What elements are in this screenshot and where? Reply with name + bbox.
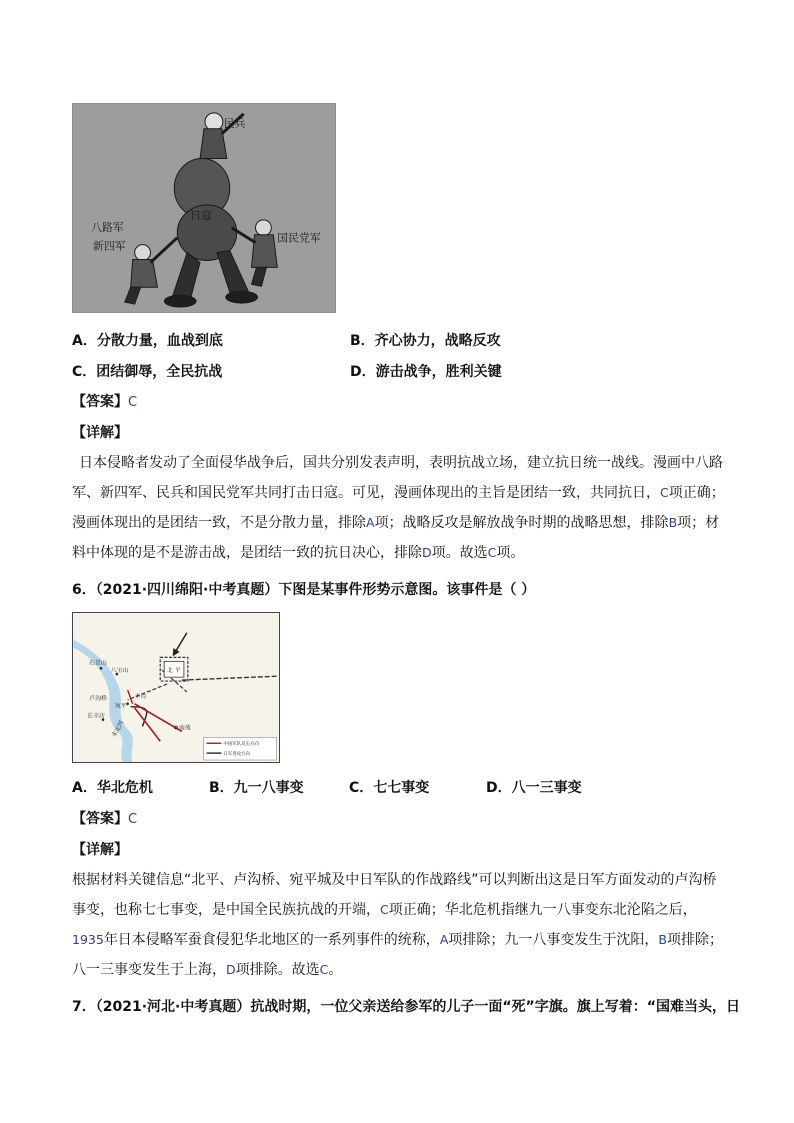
map-legend-jp: 日军进攻方向 xyxy=(223,752,250,758)
map-label-changxindian: 长辛店 xyxy=(87,713,105,720)
q5-explanation-segment: B xyxy=(668,515,678,530)
event-map xyxy=(72,612,280,763)
map-label-lugouqiao: 卢沟桥 xyxy=(89,695,107,702)
q5-explanation-segment: C xyxy=(487,545,497,560)
map-label-nanyuan: 南苑 xyxy=(178,725,191,732)
q6-explanation-segment: 项排除。故选 xyxy=(235,962,320,978)
q5-option-b: B．齐心协力，战略反攻 xyxy=(350,333,501,349)
q6-option-c: C．七七事变 xyxy=(349,780,430,796)
q5-explanation-segment: C xyxy=(660,485,669,500)
q6-explanation-segment: 1935 xyxy=(72,932,104,947)
map-drawing xyxy=(73,613,279,762)
map-label-shijingshan: 石景山 xyxy=(89,660,107,667)
map-label-wanping: 宛平 xyxy=(114,703,127,710)
q6-explanation-segment: 根据材料关键信息“北平、卢沟桥、宛平城及中日军队的作战路线”可以判断出这是日军方面发动的卢沟桥事变，也称七七事变，是中国全民族抗战的开端， xyxy=(72,872,717,918)
label-militia: 民兵 xyxy=(223,116,246,130)
label-japanese: 日寇 xyxy=(190,208,212,222)
q5-explanation-segment: 项；战略反攻是解放战争时期的战略思想，排除 xyxy=(374,515,669,531)
q6-option-b: B．九一八事变 xyxy=(209,780,304,796)
q6-explanation-segment: 项正确；华北危机指继九一八事变东北沦陷之后， xyxy=(388,902,697,918)
map-label-beiping: 北 平 xyxy=(167,668,181,675)
q6-question: 6．（2021·四川绵阳·中考真题）下图是某事件形势示意图。该事件是（ ） xyxy=(72,582,536,598)
q5-option-c: C．团结御辱，全民抗战 xyxy=(72,364,223,380)
label-kmt: 国民党军 xyxy=(277,231,321,245)
q5-option-d: D．游击战争，胜利关键 xyxy=(350,364,502,380)
label-new-fourth: 新四军 xyxy=(93,239,126,253)
q6-answer-tag: 【答案】 xyxy=(72,811,128,827)
map-label-river: 永定河 xyxy=(111,719,126,739)
q6-explanation-segment: 。 xyxy=(328,962,343,978)
q5-explanation-segment: 项。故选 xyxy=(431,545,488,561)
q6-option-a: A．华北危机 xyxy=(72,780,153,796)
q5-explanation-segment: 日本侵略者发动了全面侵华战争后，国共分别发表声明，表明抗战立场，建立抗日统一战线。漫画中八路军、新四军、民兵和国民党军共同打击日寇。可见，漫画体现出的主旨是团结一致，共同抗日， xyxy=(72,455,723,501)
q5-explanation-segment: A xyxy=(366,515,375,530)
q5-explanation-segment: D xyxy=(422,545,432,560)
q6-explanation-segment: B xyxy=(658,932,667,947)
map-legend-cn: 中国军队反击方向 xyxy=(223,742,259,748)
q5-explanation-segment: 项正确；漫画体现出的是团结一致，不是分散力量，排除 xyxy=(72,485,725,531)
q6-answer xyxy=(72,808,137,828)
q6-explanation-segment: C xyxy=(380,902,389,917)
q5-answer-value: C xyxy=(128,395,138,410)
q5-explanation xyxy=(72,449,727,568)
q6-answer-value: C xyxy=(128,812,138,827)
map-label-babaoshan: 八宝山 xyxy=(110,668,129,675)
q6-explanation-segment: 项排除；九一八事变发生于沈阳， xyxy=(448,932,659,948)
cartoon-image xyxy=(72,103,336,313)
q5-explanation-segment: 项。 xyxy=(496,545,525,561)
q6-explanation-segment: C xyxy=(319,962,329,977)
q5-answer-tag: 【答案】 xyxy=(72,394,128,410)
cartoon-drawing xyxy=(73,104,335,312)
label-eighth-route: 八路军 xyxy=(91,220,124,234)
q5-explanation-segment: 项；材料中体现的是不是游击战，是团结一致的抗日决心，排除 xyxy=(72,515,720,561)
q6-option-d: D．八一三事变 xyxy=(486,780,582,796)
q6-explanation-segment: D xyxy=(226,962,236,977)
q5-option-a: A．分散力量，血战到底 xyxy=(72,333,223,349)
q5-detail-tag: 【详解】 xyxy=(72,425,128,441)
map-label-fengtai: 丰台 xyxy=(134,693,147,700)
q6-explanation-segment: 项排除；八一三事变发生于上海， xyxy=(72,932,723,978)
q6-detail-tag: 【详解】 xyxy=(72,842,128,858)
q5-answer xyxy=(72,391,137,411)
q6-explanation-segment: 年日本侵略军蚕食侵犯华北地区的一系列事件的统称， xyxy=(103,932,440,948)
q6-explanation xyxy=(72,866,727,985)
q7-question: 7．（2021·河北·中考真题）抗战时期，一位父亲送给参军的儿子一面“死”字旗。旗上写着：“国难当头，日 xyxy=(72,999,740,1015)
q6-explanation-segment: A xyxy=(439,932,449,947)
